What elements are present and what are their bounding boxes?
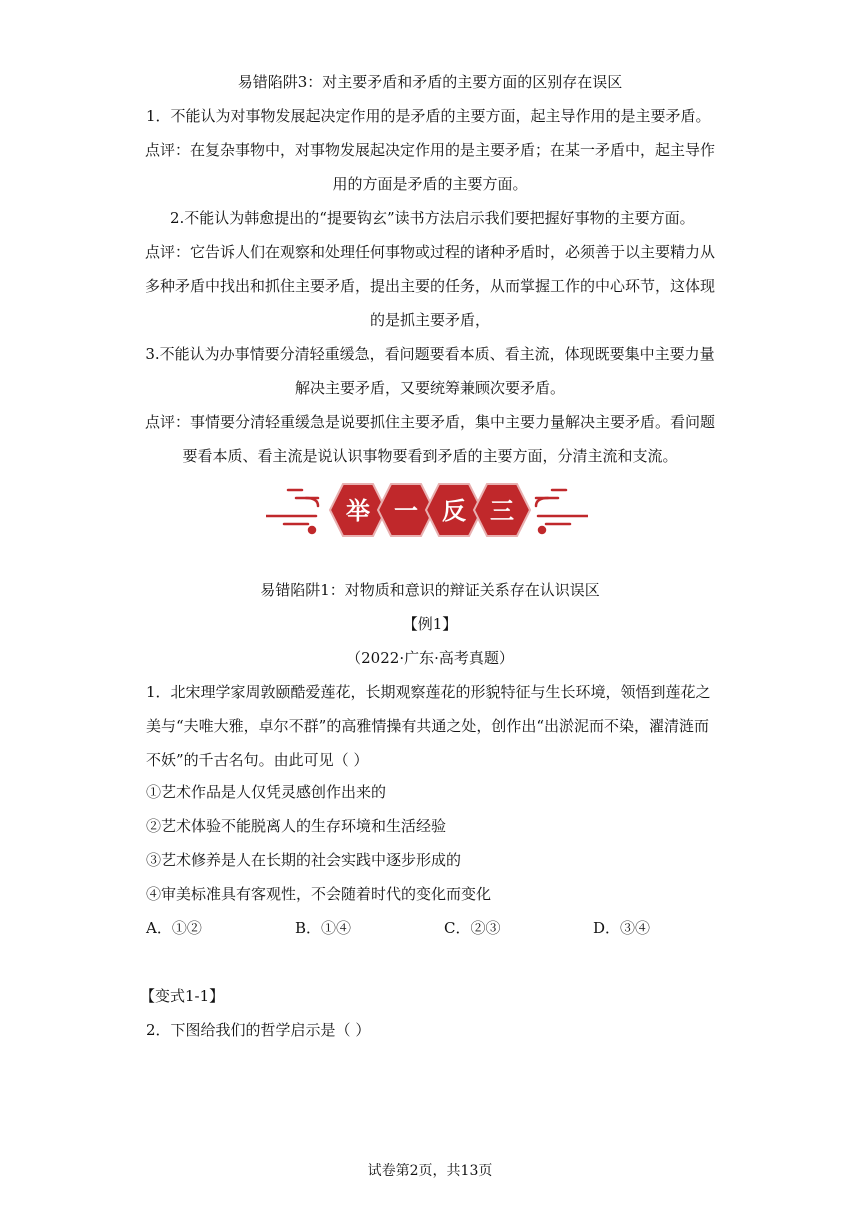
trap3-comment-2-line-1: 点评：它告诉人们在观察和处理任何事物或过程的诸种矛盾时，必须善于以主要精力从	[144, 243, 715, 261]
trap3-comment-2-line-3: 的是抓主要矛盾，	[369, 311, 490, 329]
question-2: 2．下图给我们的哲学启示是（ ）	[146, 1021, 371, 1039]
banner-char-ju: 举	[346, 497, 370, 525]
trap3-item-2: 2.不能认为韩愈提出的“提要钩玄”读书方法启示我们要把握好事物的主要方面。	[170, 209, 695, 227]
trap1-title: 易错陷阱1：对物质和意识的辩证关系存在认识误区	[260, 581, 600, 599]
banner-char-fan: 反	[442, 497, 466, 525]
page-footer: 试卷第2页，共13页	[367, 1163, 493, 1179]
option-b[interactable]: B．①④	[295, 919, 352, 937]
question-1-line-1: 1．北宋理学家周敦颐酷爱莲花，长期观察莲花的形貌特征与生长环境，领悟到莲花之	[146, 683, 711, 701]
trap3-comment-1-line-1: 点评：在复杂事物中，对事物发展起决定作用的是主要矛盾；在某一矛盾中，起主导作	[144, 141, 715, 159]
question-1-line-3: 不妖”的千古名句。由此可见（ ）	[146, 751, 369, 769]
banner-right-ornament	[536, 490, 588, 533]
trap3-item-1: 1．不能认为对事物发展起决定作用的是矛盾的主要方面，起主导作用的是主要矛盾。	[146, 107, 711, 125]
question-1-line-2: 美与“夫唯大雅，卓尔不群”的高雅情操有共通之处，创作出“出淤泥而不染，濯清涟而	[146, 717, 710, 735]
trap3-comment-1-line-2: 用的方面是矛盾的主要方面。	[332, 175, 528, 193]
trap3-comment-2-line-2: 多种矛盾中找出和抓住主要矛盾，提出主要的任务，从而掌握工作的中心环节，这体现	[144, 277, 715, 295]
trap3-item-3-line-2: 解决主要矛盾，又要统筹兼顾次要矛盾。	[294, 379, 565, 397]
question-source: （2022·广东·高考真题）	[346, 649, 514, 667]
statement-1: ①艺术作品是人仅凭灵感创作出来的	[146, 783, 387, 801]
trap3-title: 易错陷阱3：对主要矛盾和矛盾的主要方面的区别存在误区	[237, 73, 623, 91]
banner-char-yi: 一	[394, 497, 418, 525]
trap3-comment-3-line-2: 要看本质、看主流是说认识事物要看到矛盾的主要方面，分清主流和支流。	[182, 447, 678, 465]
option-c[interactable]: C．②③	[444, 919, 501, 937]
trap3-comment-3-line-1: 点评：事情要分清轻重缓急是说要抓住主要矛盾，集中主要力量解决主要矛盾。看问题	[144, 413, 715, 431]
option-d[interactable]: D．③④	[593, 919, 651, 937]
juyifansan-banner	[266, 478, 588, 542]
example-label: 【例1】	[402, 615, 458, 633]
banner-left-ornament	[266, 490, 318, 533]
banner-char-san: 三	[490, 497, 514, 525]
variant-label: 【变式1-1】	[140, 987, 225, 1005]
statement-4: ④审美标准具有客观性，不会随着时代的变化而变化	[146, 885, 492, 903]
answer-options	[146, 918, 746, 938]
trap3-item-3-line-1: 3.不能认为办事情要分清轻重缓急，看问题要看本质、看主流，体现既要集中主要力量	[145, 345, 715, 363]
option-a[interactable]: A．①②	[146, 919, 202, 937]
statement-3: ③艺术修养是人在长期的社会实践中逐步形成的	[146, 851, 462, 869]
statement-2: ②艺术体验不能脱离人的生存环境和生活经验	[146, 817, 447, 835]
